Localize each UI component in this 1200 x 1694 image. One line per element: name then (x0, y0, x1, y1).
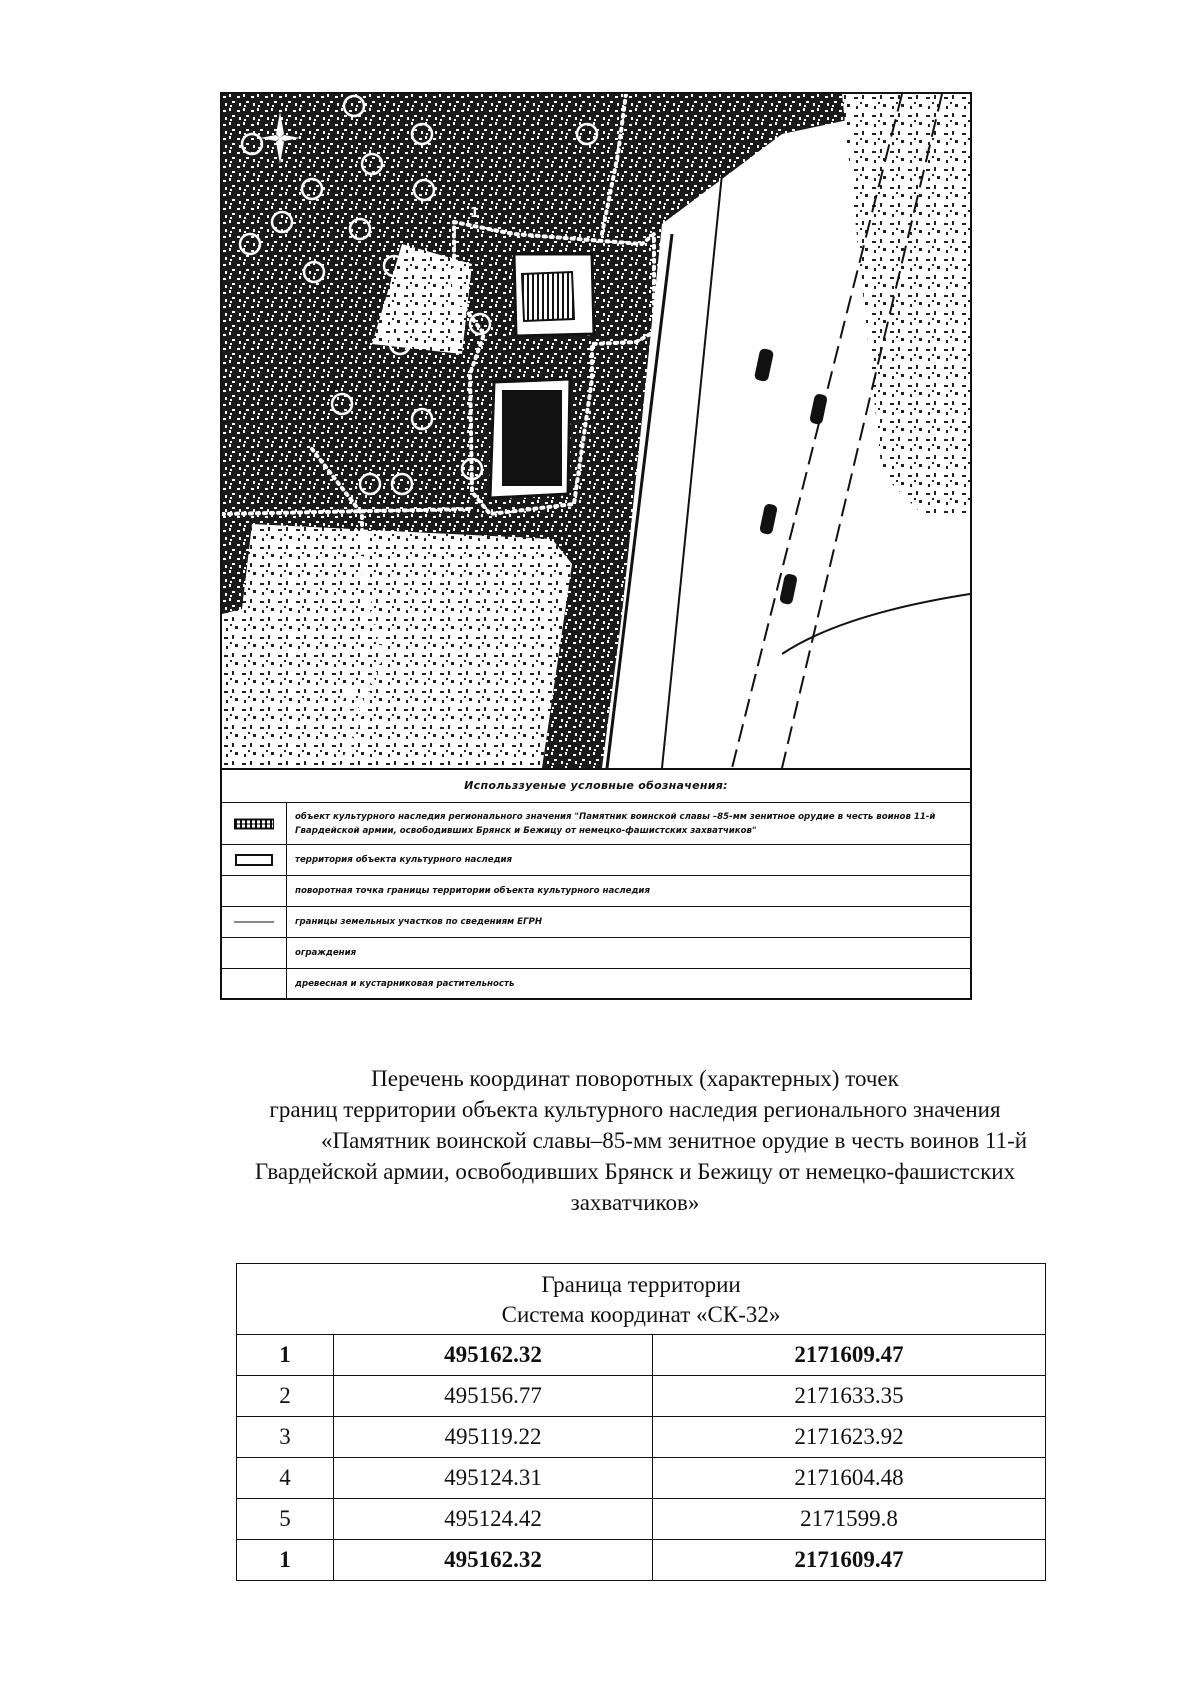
table-row (237, 1417, 1046, 1458)
legend-symbol-cell (222, 845, 287, 875)
map-legend (222, 768, 970, 998)
legend-symbol-cell (222, 938, 287, 968)
legend-text: границы земельных участков по сведениям ЕГРН (295, 917, 543, 927)
legend-symbol-cell (222, 907, 287, 937)
heading-line: «Памятник воинской славы–85-мм зенитное орудие в честь воинов 11-й (320, 1128, 1028, 1153)
x-coordinate-cell: 495162.32 (334, 1335, 653, 1376)
x-coordinate-cell: 495124.42 (334, 1499, 653, 1540)
legend-text: объект культурного наследия регионального значения "Памятник воинской славы –85-мм зенитное орудие в честь воинов 11-й Гвардейской армии, освободивших Брянск и Бежицу от немецко-фашистских захватчиков" (295, 811, 936, 836)
point-number-cell: 2 (237, 1376, 334, 1417)
heading-line: границ территории объекта культурного наследия регионального значения (269, 1097, 1001, 1122)
aerial-map-image (222, 94, 970, 768)
table-body (237, 1335, 1046, 1581)
y-coordinate-cell: 2171623.92 (653, 1417, 1046, 1458)
legend-row (222, 969, 970, 999)
legend-symbol-cell (222, 876, 287, 906)
point-number-cell: 1 (237, 1540, 334, 1581)
table-row (237, 1499, 1046, 1540)
table-row (237, 1376, 1046, 1417)
y-coordinate-cell: 2171633.35 (653, 1376, 1046, 1417)
y-coordinate-cell: 2171609.47 (653, 1540, 1046, 1581)
legend-row (222, 803, 970, 845)
point-number-cell: 4 (237, 1458, 334, 1499)
table-header-title: Граница территории (541, 1272, 741, 1297)
hatched-rectangle-icon (234, 818, 274, 829)
legend-row (222, 907, 970, 938)
legend-text: древесная и кустарниковая растительность (295, 979, 515, 989)
map-point-label: 1 (470, 206, 480, 221)
legend-row (222, 938, 970, 969)
coordinates-table (236, 1263, 1046, 1581)
point-number-cell: 5 (237, 1499, 334, 1540)
table-row (237, 1458, 1046, 1499)
x-coordinate-cell: 495124.31 (334, 1458, 653, 1499)
legend-row (222, 876, 970, 907)
map-frame (220, 92, 972, 1000)
legend-symbol-cell (222, 803, 287, 844)
legend-text: поворотная точка границы территории объекта культурного наследия (295, 886, 650, 896)
table-header-cell (237, 1264, 1046, 1335)
line-icon (234, 922, 274, 923)
point-number-cell: 3 (237, 1417, 334, 1458)
table-header-row (237, 1264, 1046, 1335)
table-header-subtitle: Система координат «СК-32» (501, 1302, 781, 1327)
heading-line: захватчиков» (570, 1190, 700, 1215)
x-coordinate-cell: 495156.77 (334, 1376, 653, 1417)
legend-title: Использзуеные условные обозначения: (222, 770, 970, 803)
y-coordinate-cell: 2171604.48 (653, 1458, 1046, 1499)
y-coordinate-cell: 2171609.47 (653, 1335, 1046, 1376)
document-heading (150, 1063, 1120, 1218)
heading-line: Перечень координат поворотных (характерных) точек (371, 1066, 899, 1091)
legend-row (222, 845, 970, 876)
heading-line: Гвардейской армии, освободивших Брянск и Бежицу от немецко-фашистских (254, 1159, 1016, 1184)
legend-text: территория объекта культурного наследия (295, 855, 513, 865)
y-coordinate-cell: 2171599.8 (653, 1499, 1046, 1540)
point-number-cell: 1 (237, 1335, 334, 1376)
legend-symbol-cell (222, 969, 287, 999)
table-row (237, 1335, 1046, 1376)
x-coordinate-cell: 495162.32 (334, 1540, 653, 1581)
rectangle-outline-icon (235, 854, 273, 866)
legend-text: ограждения (295, 948, 357, 958)
x-coordinate-cell: 495119.22 (334, 1417, 653, 1458)
table-row (237, 1540, 1046, 1581)
